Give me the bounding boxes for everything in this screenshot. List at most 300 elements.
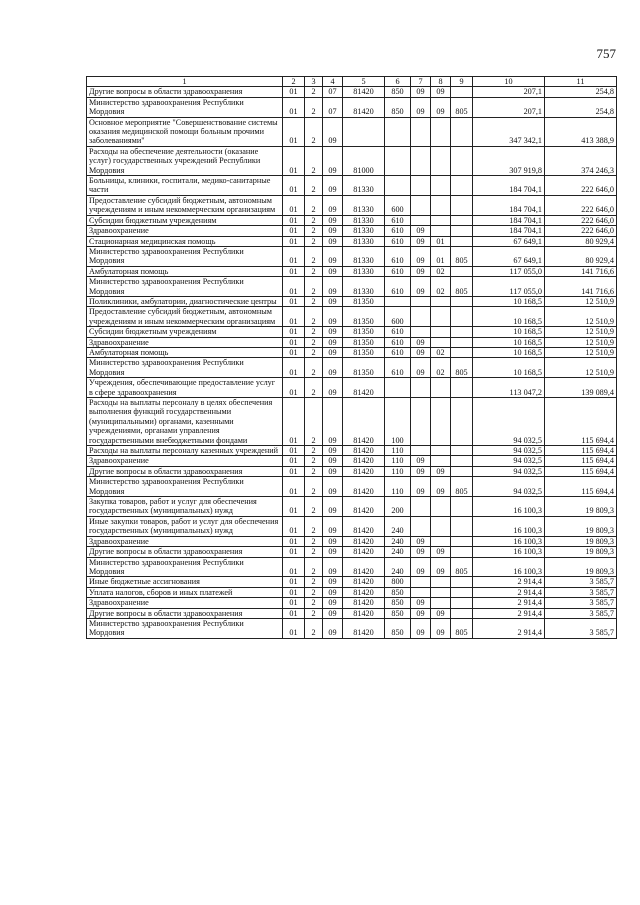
code-cell: 09: [323, 456, 343, 466]
amount-cell: 10 168,5: [473, 327, 545, 337]
amount-cell: 19 809,3: [545, 516, 617, 536]
code-cell: 81350: [343, 307, 385, 327]
table-row: [87, 497, 617, 517]
amount-cell: 139 089,4: [545, 378, 617, 398]
code-cell: 110: [385, 466, 411, 476]
code-cell: 09: [323, 347, 343, 357]
code-cell: 07: [323, 87, 343, 97]
code-cell: 2: [305, 347, 323, 357]
code-cell: 2: [305, 215, 323, 225]
code-cell: [451, 547, 473, 557]
amount-cell: 80 929,4: [545, 246, 617, 266]
code-cell: [411, 176, 431, 196]
code-cell: [385, 296, 411, 306]
code-cell: 09: [411, 277, 431, 297]
code-cell: 610: [385, 337, 411, 347]
code-cell: [411, 516, 431, 536]
code-cell: 81420: [343, 477, 385, 497]
code-cell: 01: [283, 456, 305, 466]
amount-cell: 94 032,5: [473, 466, 545, 476]
code-cell: [385, 378, 411, 398]
code-cell: [431, 327, 451, 337]
code-cell: [343, 117, 385, 146]
code-cell: 81420: [343, 398, 385, 446]
code-cell: 01: [283, 87, 305, 97]
amount-cell: 16 100,3: [473, 536, 545, 546]
amount-cell: 94 032,5: [473, 456, 545, 466]
amount-cell: 10 168,5: [473, 358, 545, 378]
code-cell: 610: [385, 266, 411, 276]
code-cell: [431, 446, 451, 456]
amount-cell: 16 100,3: [473, 557, 545, 577]
table-row: [87, 215, 617, 225]
code-cell: 2: [305, 536, 323, 546]
amount-cell: 184 704,1: [473, 215, 545, 225]
code-cell: 09: [323, 296, 343, 306]
amount-cell: 2 914,4: [473, 577, 545, 587]
amount-cell: 12 510,9: [545, 296, 617, 306]
row-name: Министерство здравоохранения Республики Мордовия: [87, 618, 283, 638]
code-cell: 2: [305, 266, 323, 276]
code-cell: 09: [323, 536, 343, 546]
code-cell: 240: [385, 516, 411, 536]
table-row: [87, 226, 617, 236]
amount-cell: 67 649,1: [473, 246, 545, 266]
code-cell: 2: [305, 195, 323, 215]
amount-cell: 19 809,3: [545, 547, 617, 557]
code-cell: 09: [431, 97, 451, 117]
code-cell: 2: [305, 456, 323, 466]
code-cell: [431, 226, 451, 236]
page-number: 757: [596, 46, 616, 61]
code-cell: 01: [283, 378, 305, 398]
amount-cell: 115 694,4: [545, 456, 617, 466]
code-cell: 01: [283, 497, 305, 517]
code-cell: 805: [451, 277, 473, 297]
code-cell: 2: [305, 497, 323, 517]
code-cell: 2: [305, 608, 323, 618]
code-cell: 2: [305, 327, 323, 337]
code-cell: 09: [323, 497, 343, 517]
amount-cell: 10 168,5: [473, 296, 545, 306]
code-cell: [451, 87, 473, 97]
code-cell: 81420: [343, 456, 385, 466]
table-row: [87, 466, 617, 476]
row-name: Учреждения, обеспечивающие предоставление услуг в сфере здравоохранения: [87, 378, 283, 398]
code-cell: 01: [283, 587, 305, 597]
code-cell: [411, 446, 431, 456]
code-cell: [451, 176, 473, 196]
table-row: [87, 97, 617, 117]
code-cell: [411, 497, 431, 517]
row-name: Субсидии бюджетным учреждениям: [87, 327, 283, 337]
code-cell: [451, 296, 473, 306]
code-cell: [431, 307, 451, 327]
column-header: 6: [385, 77, 411, 87]
table-row: [87, 347, 617, 357]
amount-cell: 254,8: [545, 87, 617, 97]
code-cell: 805: [451, 618, 473, 638]
code-cell: 850: [385, 598, 411, 608]
code-cell: 09: [323, 337, 343, 347]
code-cell: 240: [385, 557, 411, 577]
code-cell: 09: [323, 307, 343, 327]
code-cell: 01: [283, 466, 305, 476]
code-cell: 81420: [343, 618, 385, 638]
code-cell: 01: [283, 246, 305, 266]
code-cell: [431, 516, 451, 536]
code-cell: 09: [323, 176, 343, 196]
code-cell: 09: [431, 618, 451, 638]
row-name: Уплата налогов, сборов и иных платежей: [87, 587, 283, 597]
code-cell: [431, 536, 451, 546]
code-cell: 02: [431, 347, 451, 357]
code-cell: 610: [385, 358, 411, 378]
code-cell: 09: [323, 215, 343, 225]
code-cell: 01: [283, 146, 305, 175]
code-cell: 09: [323, 446, 343, 456]
code-cell: 2: [305, 277, 323, 297]
code-cell: 81420: [343, 536, 385, 546]
code-cell: [451, 577, 473, 587]
code-cell: 09: [411, 608, 431, 618]
table-row: [87, 398, 617, 446]
code-cell: 81350: [343, 337, 385, 347]
code-cell: [411, 117, 431, 146]
code-cell: 07: [323, 97, 343, 117]
table-row: [87, 87, 617, 97]
code-cell: 81330: [343, 226, 385, 236]
code-cell: 01: [283, 117, 305, 146]
code-cell: 2: [305, 97, 323, 117]
code-cell: 09: [323, 398, 343, 446]
amount-cell: 12 510,9: [545, 327, 617, 337]
table-row: [87, 337, 617, 347]
code-cell: 09: [323, 195, 343, 215]
code-cell: 81330: [343, 215, 385, 225]
code-cell: 850: [385, 587, 411, 597]
amount-cell: 16 100,3: [473, 516, 545, 536]
code-cell: 09: [323, 466, 343, 476]
code-cell: 01: [283, 266, 305, 276]
code-cell: 09: [411, 547, 431, 557]
code-cell: [451, 378, 473, 398]
code-cell: [431, 337, 451, 347]
row-name: Поликлиники, амбулатории, диагностические центры: [87, 296, 283, 306]
code-cell: 850: [385, 608, 411, 618]
row-name: Расходы на выплаты персоналу казенных учреждений: [87, 446, 283, 456]
code-cell: 09: [323, 516, 343, 536]
table-row: [87, 266, 617, 276]
row-name: Закупка товаров, работ и услуг для обеспечения государственных (муниципальных) нужд: [87, 497, 283, 517]
table-row: [87, 456, 617, 466]
code-cell: [431, 195, 451, 215]
code-cell: 2: [305, 378, 323, 398]
amount-cell: 94 032,5: [473, 477, 545, 497]
table-row: [87, 446, 617, 456]
amount-cell: 12 510,9: [545, 307, 617, 327]
code-cell: 600: [385, 195, 411, 215]
code-cell: 2: [305, 226, 323, 236]
code-cell: 2: [305, 398, 323, 446]
code-cell: 110: [385, 477, 411, 497]
code-cell: 01: [283, 477, 305, 497]
column-header: 11: [545, 77, 617, 87]
row-name: Здравоохранение: [87, 536, 283, 546]
amount-cell: 2 914,4: [473, 587, 545, 597]
code-cell: 09: [323, 266, 343, 276]
code-cell: 110: [385, 446, 411, 456]
amount-cell: 222 646,0: [545, 215, 617, 225]
code-cell: [451, 446, 473, 456]
row-name: Другие вопросы в области здравоохранения: [87, 608, 283, 618]
row-name: Расходы на обеспечение деятельности (оказание услуг) государственных учреждений Республики Мордовия: [87, 146, 283, 175]
code-cell: 2: [305, 246, 323, 266]
code-cell: 01: [283, 446, 305, 456]
row-name: Предоставление субсидий бюджетным, автономным учреждениям и иным некоммерческим организациям: [87, 195, 283, 215]
code-cell: 610: [385, 246, 411, 266]
code-cell: 805: [451, 358, 473, 378]
code-cell: 81350: [343, 347, 385, 357]
code-cell: [451, 456, 473, 466]
code-cell: 02: [431, 358, 451, 378]
table-row: [87, 378, 617, 398]
code-cell: 805: [451, 246, 473, 266]
code-cell: 81420: [343, 587, 385, 597]
table-row: [87, 117, 617, 146]
code-cell: 2: [305, 87, 323, 97]
code-cell: 09: [411, 477, 431, 497]
row-name: Министерство здравоохранения Республики Мордовия: [87, 246, 283, 266]
code-cell: 09: [323, 547, 343, 557]
code-cell: 09: [431, 608, 451, 618]
row-name: Здравоохранение: [87, 598, 283, 608]
code-cell: 81420: [343, 516, 385, 536]
amount-cell: 94 032,5: [473, 446, 545, 456]
code-cell: 81330: [343, 277, 385, 297]
column-header: 5: [343, 77, 385, 87]
code-cell: 09: [323, 598, 343, 608]
code-cell: 2: [305, 117, 323, 146]
row-name: Предоставление субсидий бюджетным, автономным учреждениям и иным некоммерческим организациям: [87, 307, 283, 327]
code-cell: 01: [283, 337, 305, 347]
code-cell: 2: [305, 466, 323, 476]
code-cell: [451, 466, 473, 476]
code-cell: [431, 378, 451, 398]
code-cell: [451, 337, 473, 347]
row-name: Министерство здравоохранения Республики Мордовия: [87, 97, 283, 117]
amount-cell: 3 585,7: [545, 587, 617, 597]
code-cell: [451, 587, 473, 597]
code-cell: 81420: [343, 557, 385, 577]
amount-cell: 3 585,7: [545, 598, 617, 608]
code-cell: 2: [305, 236, 323, 246]
row-name: Министерство здравоохранения Республики Мордовия: [87, 477, 283, 497]
table-row: [87, 277, 617, 297]
code-cell: [451, 226, 473, 236]
code-cell: 09: [431, 477, 451, 497]
code-cell: 09: [431, 466, 451, 476]
amount-cell: 115 694,4: [545, 477, 617, 497]
code-cell: 09: [323, 577, 343, 587]
code-cell: 01: [283, 516, 305, 536]
amount-cell: 3 585,7: [545, 577, 617, 587]
code-cell: 09: [411, 358, 431, 378]
code-cell: [451, 516, 473, 536]
table-row: [87, 536, 617, 546]
code-cell: 09: [323, 246, 343, 266]
code-cell: 01: [283, 598, 305, 608]
table-row: [87, 587, 617, 597]
table-body: [87, 87, 617, 638]
code-cell: 09: [323, 608, 343, 618]
code-cell: [411, 398, 431, 446]
amount-cell: 222 646,0: [545, 176, 617, 196]
code-cell: 2: [305, 516, 323, 536]
code-cell: 81330: [343, 246, 385, 266]
code-cell: 01: [283, 307, 305, 327]
code-cell: 09: [411, 87, 431, 97]
amount-cell: 3 585,7: [545, 608, 617, 618]
code-cell: [411, 307, 431, 327]
code-cell: 01: [283, 296, 305, 306]
code-cell: 81330: [343, 266, 385, 276]
code-cell: [411, 296, 431, 306]
row-name: Министерство здравоохранения Республики Мордовия: [87, 358, 283, 378]
code-cell: 610: [385, 236, 411, 246]
code-cell: 09: [411, 97, 431, 117]
amount-cell: 117 055,0: [473, 277, 545, 297]
amount-cell: 2 914,4: [473, 618, 545, 638]
code-cell: 110: [385, 456, 411, 466]
row-name: Здравоохранение: [87, 456, 283, 466]
code-cell: [385, 176, 411, 196]
code-cell: 81000: [343, 146, 385, 175]
code-cell: 2: [305, 598, 323, 608]
code-cell: [451, 215, 473, 225]
code-cell: 81330: [343, 236, 385, 246]
code-cell: 01: [283, 618, 305, 638]
code-cell: [431, 456, 451, 466]
code-cell: 2: [305, 146, 323, 175]
code-cell: 805: [451, 477, 473, 497]
code-cell: 610: [385, 277, 411, 297]
code-cell: [431, 398, 451, 446]
row-name: Расходы на выплаты персоналу в целях обеспечения выполнения функций государственными (муниципальными) органами, казенными учреждениями, органами управления государственными внебюджетными фондами: [87, 398, 283, 446]
row-name: Амбулаторная помощь: [87, 347, 283, 357]
code-cell: 610: [385, 226, 411, 236]
code-cell: 09: [411, 236, 431, 246]
amount-cell: 16 100,3: [473, 497, 545, 517]
table-header-row: [87, 77, 617, 87]
code-cell: 610: [385, 347, 411, 357]
code-cell: 800: [385, 577, 411, 587]
column-header: 4: [323, 77, 343, 87]
code-cell: 2: [305, 477, 323, 497]
amount-cell: 115 694,4: [545, 466, 617, 476]
code-cell: 09: [411, 557, 431, 577]
amount-cell: 254,8: [545, 97, 617, 117]
code-cell: 850: [385, 618, 411, 638]
code-cell: [451, 195, 473, 215]
amount-cell: 113 047,2: [473, 378, 545, 398]
code-cell: 09: [411, 226, 431, 236]
code-cell: 09: [431, 87, 451, 97]
column-header: 9: [451, 77, 473, 87]
code-cell: 09: [431, 547, 451, 557]
amount-cell: 184 704,1: [473, 226, 545, 236]
table-row: [87, 608, 617, 618]
amount-cell: 374 246,3: [545, 146, 617, 175]
code-cell: 81350: [343, 358, 385, 378]
amount-cell: 10 168,5: [473, 307, 545, 327]
code-cell: 09: [323, 146, 343, 175]
row-name: Здравоохранение: [87, 337, 283, 347]
code-cell: 81420: [343, 598, 385, 608]
column-header: 7: [411, 77, 431, 87]
amount-cell: 115 694,4: [545, 446, 617, 456]
row-name: Субсидии бюджетным учреждениям: [87, 215, 283, 225]
code-cell: 200: [385, 497, 411, 517]
code-cell: 09: [411, 347, 431, 357]
code-cell: 2: [305, 587, 323, 597]
code-cell: [451, 598, 473, 608]
code-cell: [411, 215, 431, 225]
code-cell: 09: [323, 327, 343, 337]
code-cell: [411, 327, 431, 337]
code-cell: 02: [431, 266, 451, 276]
code-cell: 240: [385, 536, 411, 546]
code-cell: [451, 117, 473, 146]
code-cell: [431, 598, 451, 608]
table-row: [87, 246, 617, 266]
row-name: Больницы, клиники, госпитали, медико-санитарные части: [87, 176, 283, 196]
code-cell: 09: [323, 226, 343, 236]
code-cell: [451, 497, 473, 517]
code-cell: 01: [283, 195, 305, 215]
row-name: Амбулаторная помощь: [87, 266, 283, 276]
code-cell: 610: [385, 327, 411, 337]
row-name: Министерство здравоохранения Республики Мордовия: [87, 557, 283, 577]
amount-cell: 141 716,6: [545, 277, 617, 297]
amount-cell: 12 510,9: [545, 347, 617, 357]
amount-cell: 2 914,4: [473, 598, 545, 608]
code-cell: 81420: [343, 97, 385, 117]
code-cell: [411, 195, 431, 215]
code-cell: 01: [283, 398, 305, 446]
row-name: Другие вопросы в области здравоохранения: [87, 547, 283, 557]
row-name: Здравоохранение: [87, 226, 283, 236]
amount-cell: 307 919,8: [473, 146, 545, 175]
code-cell: 81330: [343, 176, 385, 196]
code-cell: 01: [283, 577, 305, 587]
code-cell: 09: [323, 557, 343, 577]
code-cell: 09: [411, 456, 431, 466]
code-cell: 09: [411, 246, 431, 266]
code-cell: [451, 236, 473, 246]
code-cell: 2: [305, 337, 323, 347]
code-cell: 01: [283, 176, 305, 196]
code-cell: 81420: [343, 87, 385, 97]
column-header: 8: [431, 77, 451, 87]
table-row: [87, 557, 617, 577]
code-cell: [451, 398, 473, 446]
code-cell: 09: [411, 466, 431, 476]
amount-cell: 19 809,3: [545, 557, 617, 577]
code-cell: [411, 378, 431, 398]
code-cell: 01: [283, 215, 305, 225]
row-name: Стационарная медицинская помощь: [87, 236, 283, 246]
